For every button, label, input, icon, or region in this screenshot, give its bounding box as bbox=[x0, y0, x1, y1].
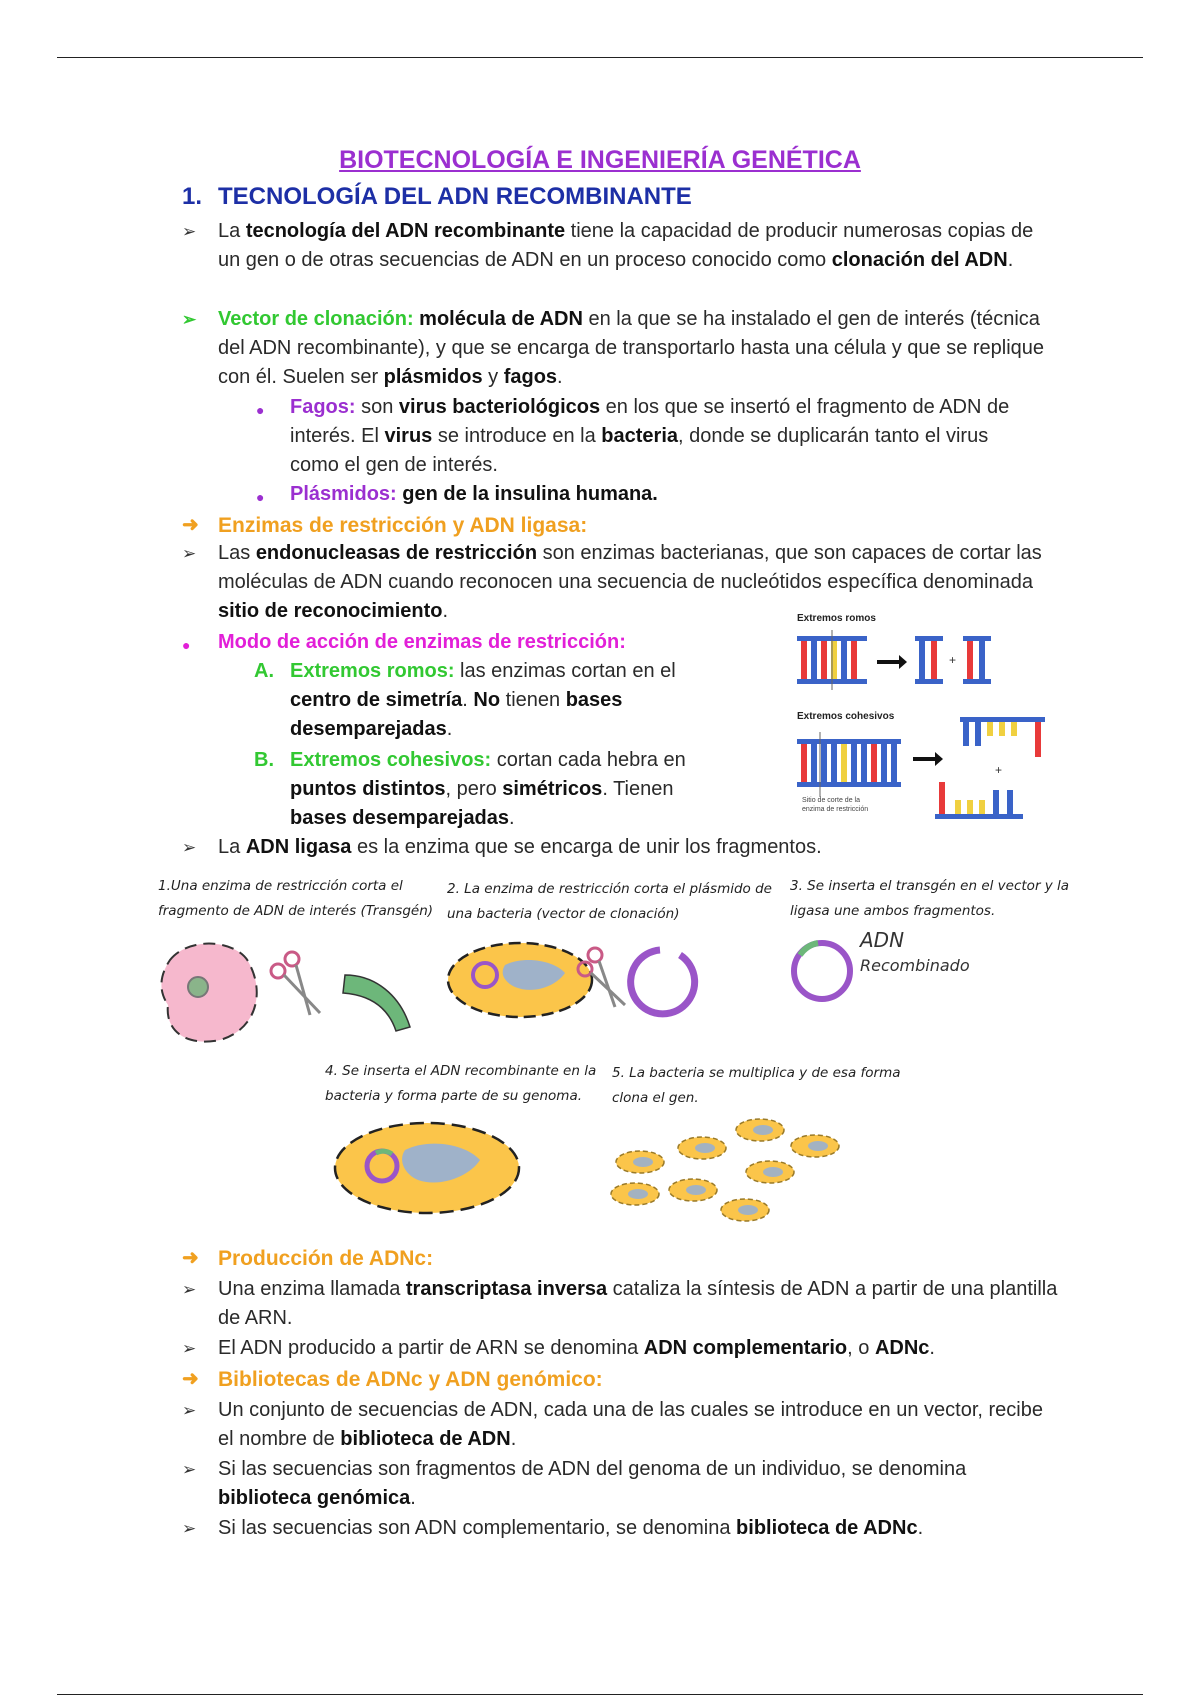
label-extremos-cohesivos: Extremos cohesivos bbox=[797, 711, 895, 722]
document-title: BIOTECNOLOGÍA E INGENIERÍA GENÉTICA bbox=[339, 146, 861, 174]
arrowhead-marker: ➢ bbox=[182, 1339, 197, 1358]
item-extremos-romos: Extremos romos: las enzimas cortan en el centro de simetría. No tienen bases desemparejadas. bbox=[290, 660, 676, 740]
label-recombinado: Recombinado bbox=[860, 956, 970, 975]
paragraph-biblioteca-adn: Un conjunto de secuencias de ADN, cada una de las cuales se introduce en un vector, recibe el nombre de biblioteca de ADN. bbox=[218, 1399, 1043, 1450]
bullet-marker: ● bbox=[182, 637, 191, 653]
arrow-marker: ➜ bbox=[182, 514, 199, 536]
paragraph-vector-clonacion: Vector de clonación: molécula de ADN en la que se ha instalado el gen de interés (técnica del ADN recombinante), y que se encarga de transportarlo hasta una célula y que se replique con él. Suelen ser plásmidos y fagos. bbox=[218, 308, 1045, 388]
heading-modo-accion: Modo de acción de enzimas de restricción: bbox=[218, 631, 626, 653]
paragraph-biblioteca-adnc: Si las secuencias son ADN complementario, se denomina biblioteca de ADNc. bbox=[218, 1517, 924, 1539]
step-1-caption: 1.Una enzima de restricción corta el fragmento de ADN de interés (Transgén) bbox=[158, 878, 434, 919]
illustration-recombinant-plasmid bbox=[788, 935, 868, 1010]
scissors-icon bbox=[271, 952, 320, 1015]
heading-bibliotecas: Bibliotecas de ADNc y ADN genómico: bbox=[218, 1368, 603, 1391]
illustration-bacteria-recombinant bbox=[330, 1118, 525, 1218]
section-title: TECNOLOGÍA DEL ADN RECOMBINANTE bbox=[218, 183, 692, 210]
step-2-caption: 2. La enzima de restricción corta el plásmido de una bacteria (vector de clonación) bbox=[447, 881, 772, 922]
step-3-caption: 3. Se inserta el transgén en el vector y la ligasa une ambos fragmentos. bbox=[790, 878, 1070, 919]
paragraph-adnc: El ADN producido a partir de ARN se denomina ADN complementario, o ADNc. bbox=[218, 1337, 935, 1359]
paragraph-biblioteca-genomica: Si las secuencias son fragmentos de ADN del genoma de un individuo, se denomina biblioteca genómica. bbox=[218, 1458, 967, 1509]
diagram-extremos-romos bbox=[795, 630, 1005, 690]
label-adn: ADN bbox=[860, 928, 905, 952]
arrowhead-marker: ➢ bbox=[182, 1401, 197, 1420]
top-rule bbox=[57, 57, 1143, 58]
step-4-caption: 4. Se inserta el ADN recombinante en la bacteria y forma parte de su genoma. bbox=[325, 1063, 597, 1104]
illustration-bacteria-plasmid-cut bbox=[445, 935, 715, 1025]
item-fagos: Fagos: son virus bacteriológicos en los que se insertó el fragmento de ADN de interés. El virus se introduce en la bacteria, donde se duplicarán tanto el virus como el gen de interés. bbox=[290, 396, 1010, 476]
heading-produccion-adnc: Producción de ADNc: bbox=[218, 1247, 434, 1270]
arrowhead-marker: ➢ bbox=[182, 1460, 197, 1479]
plus-sign: + bbox=[995, 763, 1003, 777]
section-number: 1. bbox=[182, 183, 203, 210]
paragraph-transcriptasa: Una enzima llamada transcriptasa inversa cataliza la síntesis de ADN a partir de una plantilla de ARN. bbox=[218, 1278, 1058, 1329]
arrowhead-marker: ➢ bbox=[182, 838, 197, 857]
letter-a: A. bbox=[254, 660, 274, 682]
illustration-bacteria-colony bbox=[605, 1110, 845, 1225]
label-sitio-corte: Sitio de corte de la enzima de restricción bbox=[802, 797, 869, 813]
bullet-marker: ● bbox=[256, 489, 265, 505]
label-extremos-romos: Extremos romos bbox=[797, 613, 876, 624]
section-heading bbox=[182, 183, 692, 211]
arrowhead-marker: ➢ bbox=[182, 310, 197, 329]
paragraph-adn-recombinante: La tecnología del ADN recombinante tiene la capacidad de producir numerosas copias de un gen o de otras secuencias de ADN en un proceso conocido como clonación del ADN. bbox=[218, 220, 1034, 271]
step-5-caption: 5. La bacteria se multiplica y de esa forma clona el gen. bbox=[612, 1065, 901, 1106]
paragraph-adn-ligasa: La ADN ligasa es la enzima que se encarga de unir los fragmentos. bbox=[218, 836, 822, 858]
arrow-marker: ➜ bbox=[182, 1247, 199, 1269]
arrowhead-marker: ➢ bbox=[182, 222, 197, 241]
paragraph-endonucleasas: Las endonucleasas de restricción son enzimas bacterianas, que son capaces de cortar las moléculas de ADN cuando reconocen una secuencia de nucleótidos específica denominada sitio de reconocimiento. bbox=[218, 542, 1042, 622]
bullet-marker: ● bbox=[256, 402, 265, 418]
arrowhead-marker: ➢ bbox=[182, 544, 197, 563]
item-extremos-cohesivos: Extremos cohesivos: cortan cada hebra en puntos distintos, pero simétricos. Tienen bases desemparejadas. bbox=[290, 749, 686, 829]
arrowhead-marker: ➢ bbox=[182, 1280, 197, 1299]
letter-b: B. bbox=[254, 749, 274, 771]
illustration-cell-cut bbox=[160, 935, 420, 1050]
bottom-rule bbox=[57, 1694, 1143, 1695]
arrowhead-marker: ➢ bbox=[182, 1519, 197, 1538]
arrow-marker: ➜ bbox=[182, 1368, 199, 1390]
item-plasmidos: Plásmidos: gen de la insulina humana. bbox=[290, 483, 658, 505]
plus-sign: + bbox=[949, 653, 957, 667]
heading-enzimas: Enzimas de restricción y ADN ligasa: bbox=[218, 514, 588, 537]
